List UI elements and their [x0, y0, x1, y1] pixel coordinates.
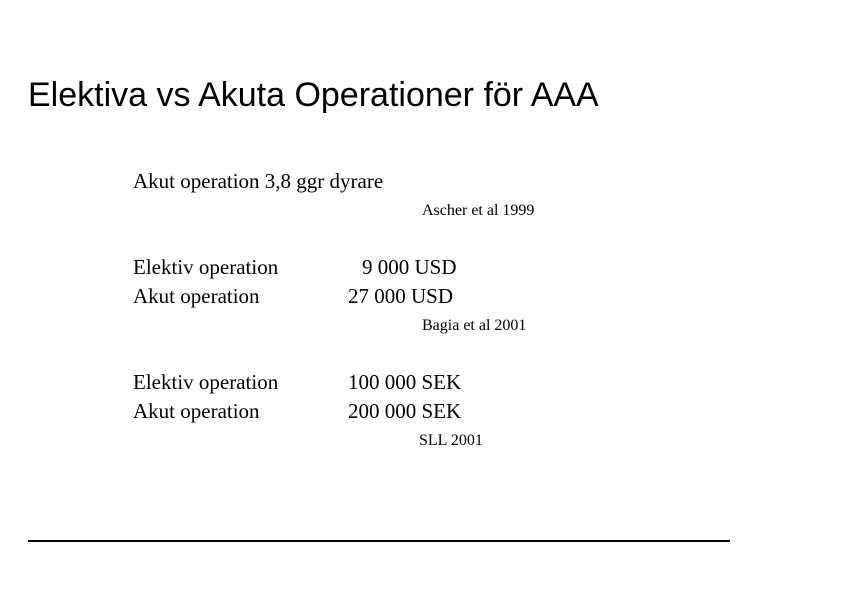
source-citation-ascher: Ascher et al 1999: [422, 202, 535, 219]
cost-label-elective: Elektiv operation: [133, 370, 279, 394]
source-citation-sll: SLL 2001: [419, 432, 483, 449]
footer-divider: [28, 540, 730, 542]
slide-title: Elektiva vs Akuta Operationer för AAA: [28, 76, 599, 114]
cost-label-acute: Akut operation: [133, 284, 260, 308]
cost-label-acute: Akut operation: [133, 399, 260, 423]
cost-value-acute: 27 000 USD: [348, 284, 454, 308]
source-citation-bagia: Bagia et al 2001: [422, 317, 527, 334]
headline-text: Akut operation 3,8 ggr dyrare: [133, 169, 384, 193]
cost-value-acute: 200 000 SEK: [348, 399, 462, 423]
cost-value-elective: 9 000 USD: [362, 255, 457, 279]
cost-value-elective: 100 000 SEK: [348, 370, 462, 394]
cost-label-elective: Elektiv operation: [133, 255, 279, 279]
